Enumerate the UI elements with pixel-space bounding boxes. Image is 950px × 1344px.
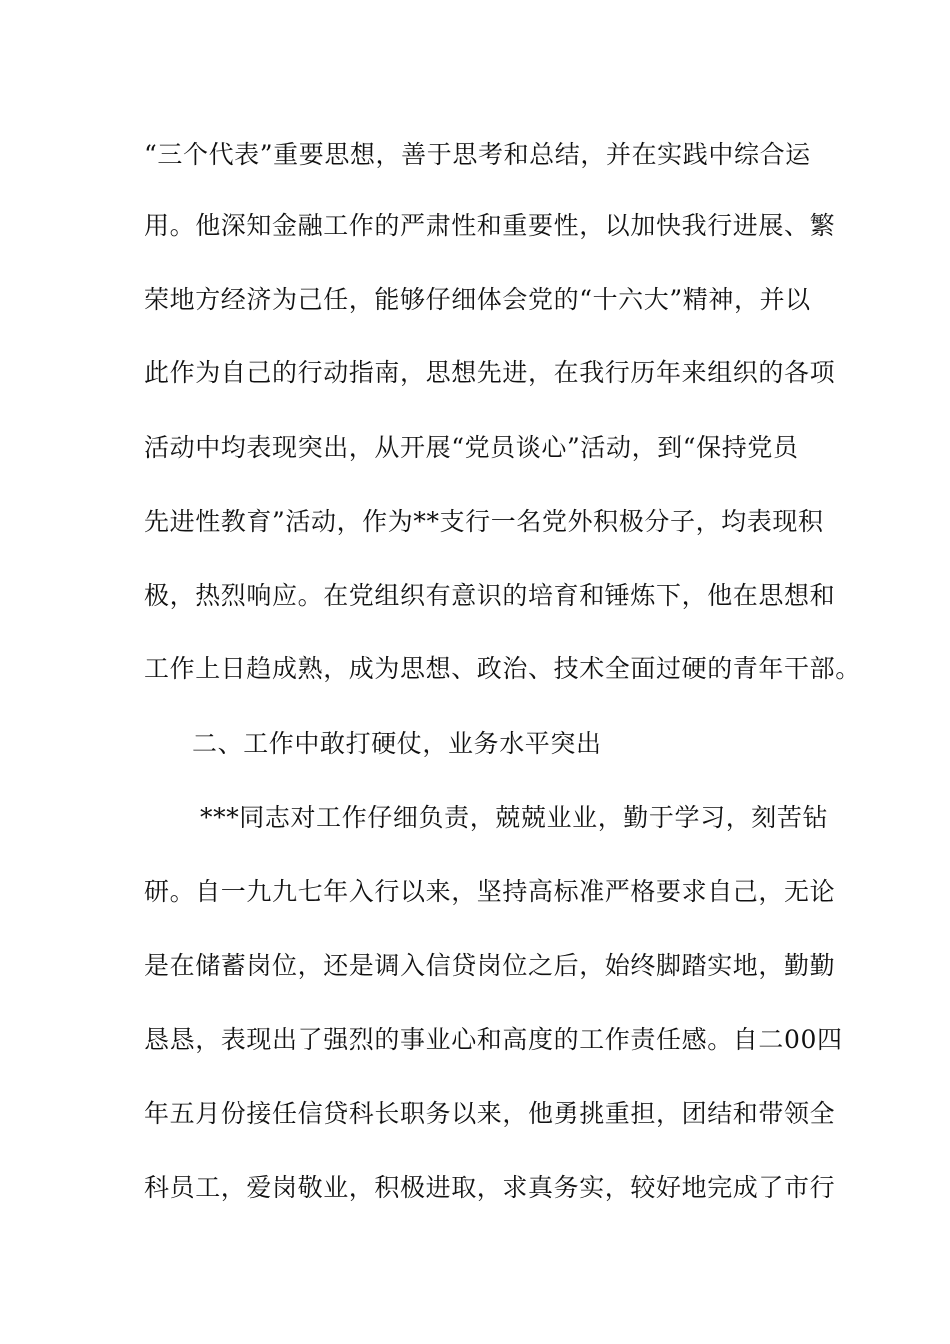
body-text-line: 极，热烈响应。在党组织有意识的培育和锤炼下，他在思想和	[144, 581, 836, 610]
section-heading: 二、工作中敢打硬仗，业务水平突出	[192, 729, 602, 758]
body-text-line: 年五月份接任信贷科长职务以来，他勇挑重担，团结和带领全	[144, 1099, 836, 1128]
body-text-line: “三个代表”重要思想，善于思考和总结，并在实践中综合运	[144, 140, 811, 169]
body-text-line: 活动中均表现突出，从开展“党员谈心”活动，到“保持党员	[144, 433, 799, 462]
body-text-line: 科员工，爱岗敬业，积极进取，求真务实，较好地完成了市行	[144, 1173, 836, 1202]
body-text-line: 工作上日趋成熟，成为思想、政治、技术全面过硬的青年干部。	[144, 654, 861, 683]
body-text-line: 荣地方经济为己任，能够仔细体会党的“十六大”精神，并以	[144, 285, 811, 314]
body-text-line: 恳恳，表现出了强烈的事业心和高度的工作责任感。自二00四	[144, 1025, 843, 1054]
body-text-line: 用。他深知金融工作的严肃性和重要性，以加快我行进展、繁	[144, 211, 836, 240]
paragraph-first-line: ***同志对工作仔细负责，兢兢业业，勤于学习，刻苦钻	[200, 803, 829, 832]
body-text-line: 是在储蓄岗位，还是调入信贷岗位之后，始终脚踏实地，勤勤	[144, 951, 836, 980]
body-text-line: 此作为自己的行动指南，思想先进，在我行历年来组织的各项	[144, 358, 836, 387]
body-text-line: 先进性教育”活动，作为**支行一名党外积极分子，均表现积	[144, 507, 824, 536]
body-text-line: 研。自一九九七年入行以来，坚持高标准严格要求自己，无论	[144, 877, 836, 906]
